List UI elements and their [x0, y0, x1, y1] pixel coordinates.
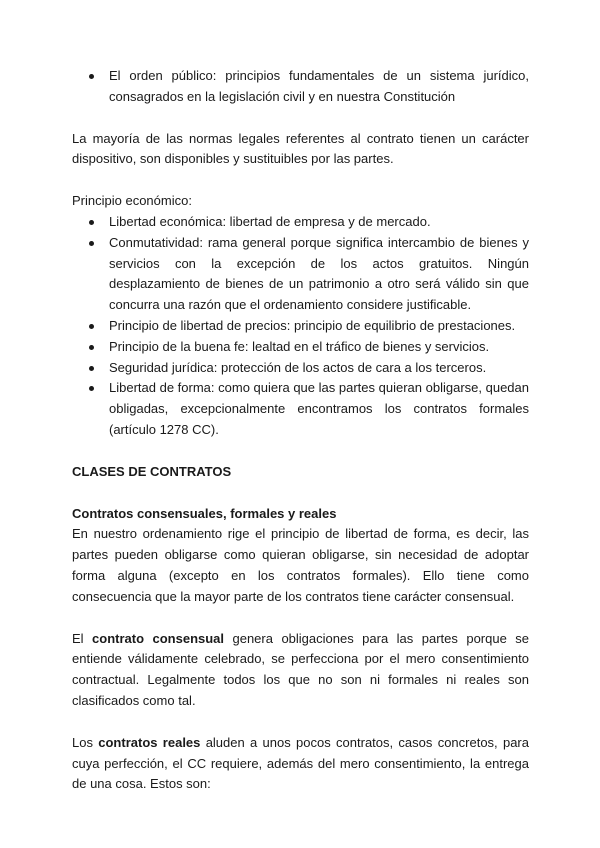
list-item: Conmutatividad: rama general porque significa intercambio de bienes y servicios con la excepción de los actos gratuitos. Ningún desplazamiento de bienes de un patrimonio a otro será válido sin que concurra una razón que el ordenamiento considere justificable. [72, 233, 529, 316]
paragraph-dispositivo: La mayoría de las normas legales referentes al contrato tienen un carácter dispositivo, son disponibles y sustituibles por las partes. [72, 130, 529, 167]
list-item-orden-publico: El orden público: principios fundamentales de un sistema jurídico, consagrados en la legislación civil y en nuestra Constitución [72, 66, 529, 108]
list-item: Libertad de forma: como quiera que las partes quieran obligarse, quedan obligadas, excepcionalmente encontramos los contratos formales (artículo 1278 CC). [72, 378, 529, 440]
term-contratos-reales: contratos reales [98, 734, 201, 750]
section-heading: CLASES DE CONTRATOS [72, 463, 232, 479]
text-suffix: genera obligaciones para las partes porque se entiende válidamente celebrado, se perfecciona por el mero consentimiento contractual. Legalmente todos los que no son ni formales ni reales son clasificados como tal. [72, 630, 530, 708]
list-item: Principio de libertad de precios: principio de equilibrio de prestaciones. [72, 316, 529, 337]
principio-economico-title: Principio económico: [72, 193, 192, 209]
paragraph-libertad-forma: En nuestro ordenamiento rige el principio de libertad de forma, es decir, las partes pueden obligarse como quieran obligarse, sin necesidad de adoptar forma alguna (excepto en los contratos formales). Ello tiene como consecuencia que la mayor parte de los contratos tiene carácter consensual. [72, 526, 529, 604]
paragraph-consensual [72, 629, 529, 712]
subsection-heading: Contratos consensuales, formales y reales [72, 505, 337, 521]
term-contrato-consensual: contrato consensual [92, 630, 225, 646]
text-prefix: El [72, 630, 93, 646]
text-prefix: Los [72, 734, 99, 750]
text-suffix: aluden a unos pocos contratos, casos concretos, para cuya perfección, el CC requiere, además del mero consentimiento, la entrega de una cosa. Estos son: [72, 734, 529, 792]
document-page [72, 66, 529, 795]
list-item: Principio de la buena fe: lealtad en el tráfico de bienes y servicios. [72, 337, 529, 358]
list-item: Libertad económica: libertad de empresa y de mercado. [72, 212, 529, 233]
paragraph-reales [72, 733, 529, 795]
list-item: Seguridad jurídica: protección de los actos de cara a los terceros. [72, 358, 529, 379]
